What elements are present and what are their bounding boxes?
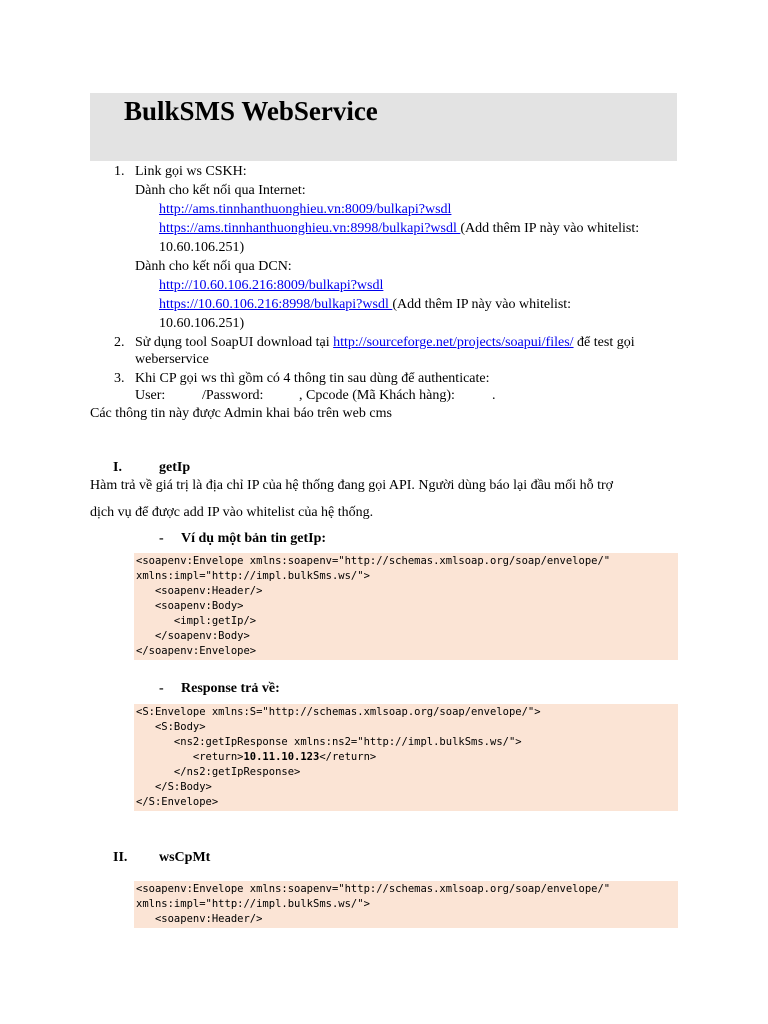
return-ip-value: 10.11.10.123: [243, 751, 320, 763]
code-line: </soapenv:Envelope>: [136, 645, 257, 657]
admin-note: Các thông tin này được Admin khai báo trên web cms: [90, 406, 392, 421]
internet-label: Dành cho kết nối qua Internet:: [135, 183, 306, 198]
list-number-2: 2.: [114, 335, 125, 350]
getip-response-code: [134, 704, 678, 811]
code-line: <soapenv:Body>: [136, 600, 244, 612]
auth-user-label: User:: [135, 388, 166, 403]
dcn-https-line: [159, 295, 571, 314]
code-line: <soapenv:Envelope xmlns:soapenv="http://schemas.xmlsoap.org/soap/envelope/": [136, 555, 611, 567]
page-title: BulkSMS WebService: [124, 96, 378, 126]
return-open-tag: <return>: [136, 751, 244, 763]
dcn-label: Dành cho kết nối qua DCN:: [135, 259, 292, 274]
list-item-2-cont: weberservice: [135, 352, 209, 367]
code-line: <S:Body>: [136, 721, 206, 733]
section-1-desc-2: dịch vụ để được add IP vào whitelist của hệ thống.: [90, 505, 374, 520]
internet-http-link[interactable]: http://ams.tinnhanthuonghieu.vn:8009/bulkapi?wsdl: [159, 202, 452, 217]
auth-cpcode-label: , Cpcode (Mã Khách hàng):: [299, 388, 455, 403]
section-1-number: I.: [113, 460, 122, 475]
dcn-whitelist-ip: 10.60.106.251): [159, 316, 245, 331]
code-line: <soapenv:Envelope xmlns:soapenv="http://schemas.xmlsoap.org/soap/envelope/": [136, 883, 611, 895]
code-line: xmlns:impl="http://impl.bulkSms.ws/">: [136, 898, 370, 910]
wscpmt-request-code: [134, 881, 678, 928]
code-line: <ns2:getIpResponse xmlns:ns2="http://impl.bulkSms.ws/">: [136, 736, 522, 748]
internet-https-line: [159, 219, 639, 238]
list-number-1: 1.: [114, 164, 125, 179]
code-line: </ns2:getIpResponse>: [136, 766, 301, 778]
code-line: <S:Envelope xmlns:S="http://schemas.xmlsoap.org/soap/envelope/">: [136, 706, 541, 718]
code-line: xmlns:impl="http://impl.bulkSms.ws/">: [136, 570, 370, 582]
code-line: <soapenv:Header/>: [136, 913, 263, 925]
internet-https-link[interactable]: https://ams.tinnhanthuonghieu.vn:8998/bulkapi?wsdl: [159, 221, 461, 236]
section-1-desc-1: Hàm trả về giá trị là địa chỉ IP của hệ thống đang gọi API. Người dùng báo lại đầu mối hỗ trợ: [90, 478, 614, 493]
code-line: [134, 750, 678, 765]
section-2-title: wsCpMt: [159, 850, 211, 865]
title-banner: [90, 93, 677, 161]
auth-dot: .: [492, 388, 496, 403]
soapui-text-after: để test gọi: [573, 335, 635, 350]
code-line: <soapenv:Header/>: [136, 585, 263, 597]
list-number-3: 3.: [114, 371, 125, 386]
soapui-download-link[interactable]: http://sourceforge.net/projects/soapui/files/: [333, 335, 574, 350]
code-line: </S:Envelope>: [136, 796, 219, 808]
list-item-2-text: [135, 333, 635, 352]
internet-whitelist-ip: 10.60.106.251): [159, 240, 245, 255]
code-line: </soapenv:Body>: [136, 630, 250, 642]
soapui-text: Sử dụng tool SoapUI download tại: [135, 335, 334, 350]
code-line: <impl:getIp/>: [136, 615, 257, 627]
dcn-http-link[interactable]: http://10.60.106.216:8009/bulkapi?wsdl: [159, 278, 384, 293]
list-item-3-text: Khi CP gọi ws thì gồm có 4 thông tin sau dùng để authenticate:: [135, 371, 490, 386]
code-line: </S:Body>: [136, 781, 212, 793]
list-item-1-label: Link gọi ws CSKH:: [135, 164, 247, 179]
return-close-tag: </return>: [319, 751, 377, 763]
response-label: Response trả về:: [181, 681, 280, 696]
example-dash: -: [159, 531, 164, 546]
dcn-whitelist-note: (Add thêm IP này vào whitelist:: [392, 297, 572, 312]
response-dash: -: [159, 681, 164, 696]
getip-request-code: [134, 553, 678, 660]
internet-whitelist-note: (Add thêm IP này vào whitelist:: [460, 221, 640, 236]
section-1-title: getIp: [159, 460, 191, 475]
auth-password-label: /Password:: [202, 388, 264, 403]
dcn-https-link[interactable]: https://10.60.106.216:8998/bulkapi?wsdl: [159, 297, 393, 312]
section-2-number: II.: [113, 850, 128, 865]
example-label: Ví dụ một bản tin getIp:: [181, 531, 327, 546]
